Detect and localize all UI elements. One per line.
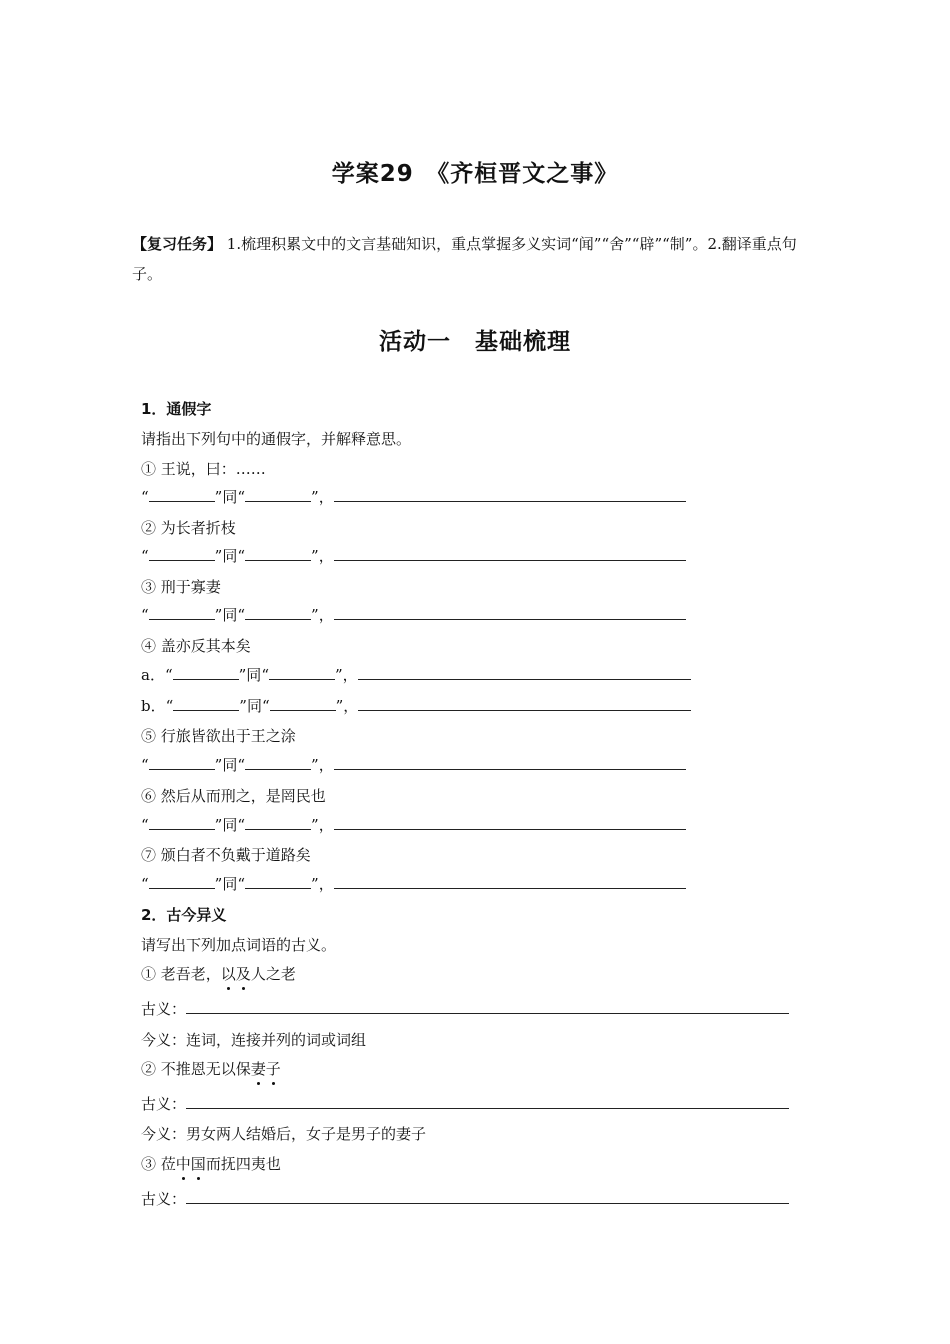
item-sentence: ⑤ 行旅皆欲出于王之涂	[141, 727, 296, 745]
review-task-text: 1.梳理积累文中的文言基础知识，重点掌握多义实词“闻”“舍”“辟”“制”。2.翻译重点句子。	[132, 235, 797, 283]
answer-line[interactable]: “ ”同“ ”，	[141, 546, 686, 566]
jin-yi-line: 今义：男女两人结婚后，女子是男子的妻子	[141, 1125, 427, 1143]
answer-line-b[interactable]: b．“ ”同“ ”，	[141, 696, 691, 716]
activity-title: 活动一 基础梳理	[379, 329, 571, 355]
item-sentence: ③ 莅中国而抚四夷也	[141, 1155, 281, 1173]
answer-line-a[interactable]: a．“ ”同“ ”，	[141, 665, 691, 685]
review-task-label: 【复习任务】	[132, 235, 223, 253]
item-sentence: ③ 刑于寡妻	[141, 578, 221, 596]
item-sentence: ⑦ 颁白者不负戴于道路矣	[141, 846, 311, 864]
page-title: 学案29 《齐桓晋文之事》	[331, 161, 619, 187]
item-sentence: ② 不推恩无以保妻子	[141, 1060, 281, 1078]
gu-yi-line[interactable]: 古义：	[141, 999, 789, 1019]
item-sentence: ④ 盖亦反其本矣	[141, 637, 251, 655]
item-sentence: ① 王说，曰：……	[141, 460, 266, 478]
gu-yi-line[interactable]: 古义：	[141, 1094, 789, 1114]
answer-line[interactable]: “ ”同“ ”，	[141, 874, 686, 894]
item-sentence: ② 为长者折枝	[141, 519, 236, 537]
gu-yi-line[interactable]: 古义：	[141, 1189, 789, 1209]
jin-yi-line: 今义：连词，连接并列的词或词组	[141, 1031, 367, 1049]
review-task	[132, 229, 812, 289]
item-sentence: ① 老吾老，以及人之老	[141, 965, 296, 983]
section1-instruction: 请指出下列句中的通假字，并解释意思。	[141, 430, 412, 448]
section2-heading: 2．古今异义	[141, 906, 227, 924]
item-sentence: ⑥ 然后从而刑之，是罔民也	[141, 787, 326, 805]
answer-line[interactable]: “ ”同“ ”，	[141, 755, 686, 775]
answer-line[interactable]: “ ”同“ ”，	[141, 605, 686, 625]
section1-heading: 1．通假字	[141, 400, 212, 418]
answer-line[interactable]: “ ”同“ ”，	[141, 815, 686, 835]
section2-instruction: 请写出下列加点词语的古义。	[141, 936, 337, 954]
answer-line[interactable]: “ ”同“ ”，	[141, 487, 686, 507]
